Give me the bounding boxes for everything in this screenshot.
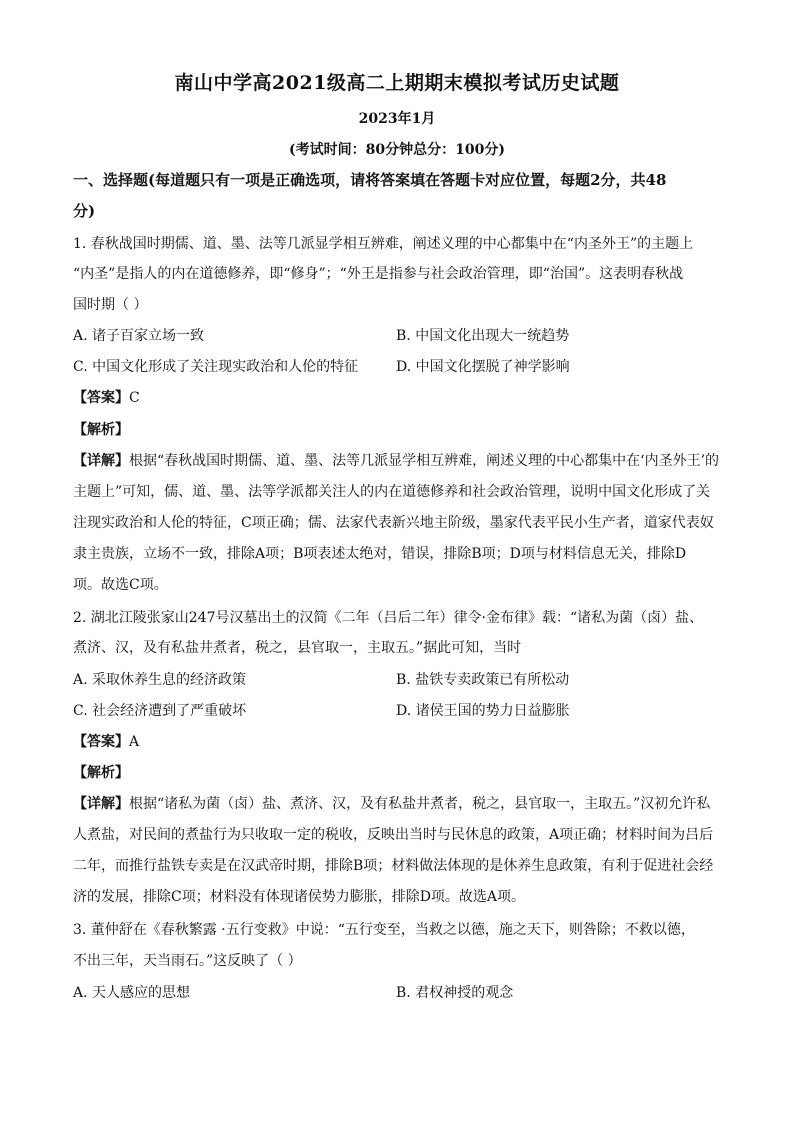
exam-info: (考试时间：80分钟总分：100分) (289, 142, 505, 158)
q1-detail-label: 【详解】 (73, 453, 129, 469)
q1-detail-text-1: 根据“春秋战国时期儒、道、墨、法等几派显学相互辨难，阐述义理的中心都集中在‘内圣外王’的 (129, 453, 720, 469)
q2-detail-text-1: 根据“诸私为菌（卤）盐、煮济、汉，及有私盐井煮者，税之，县官取一，主取五。”汉初允许私 (129, 796, 711, 812)
q1-answer-label: 【答案】 (73, 390, 129, 406)
q1-option-d: D. 中国文化摆脱了神学影响 (396, 359, 570, 375)
q1-stem-line-2: “内圣”是指人的内在道德修养，即“修身”；“外王是指参与社会政治管理，即“治国”。这表明春秋战 (73, 266, 684, 282)
q2-stem-line-2: 煮济、汉，及有私盐井煮者，税之，县官取一，主取五。”据此可知，当时 (73, 640, 522, 656)
q2-stem-line-1: 2. 湖北江陵张家山247号汉墓出土的汉简《二年（吕后二年）律令·金布律》载：“诸私为菌（卤）盐、 (73, 610, 704, 626)
section-heading-cont: 分) (73, 202, 96, 220)
q3-option-a: A. 天人感应的思想 (73, 985, 191, 1001)
q1-detail-line-3: 注现实政治和人伦的特征，C项正确；儒、法家代表新兴地主阶级，墨家代表平民小生产者，道家代表奴 (73, 515, 714, 531)
q1-analysis-label: 【解析】 (73, 422, 129, 438)
q1-detail-line-2: 主题上”可知，儒、道、墨、法等学派都关注人的内在道德修养和社会政治管理，说明中国文化形成了关 (73, 484, 711, 500)
q2-detail-line-4: 济的发展，排除C项；材料没有体现诸侯势力膨胀，排除D项。故选A项。 (73, 889, 526, 905)
q2-detail-line-3: 二年，而推行盐铁专卖是在汉武帝时期，排除B项；材料做法体现的是休养生息政策，有利于促进社会经 (73, 858, 714, 874)
q2-analysis-label: 【解析】 (73, 765, 129, 781)
q1-option-c: C. 中国文化形成了关注现实政治和人伦的特征 (73, 359, 359, 375)
q1-option-b: B. 中国文化出现大一统趋势 (396, 328, 570, 344)
q1-stem-line-3: 国时期（ ） (73, 297, 148, 313)
exam-date: 2023年1月 (358, 111, 436, 127)
q2-detail-line-2: 人煮盐，对民间的煮盐行为只收取一定的税收，反映出当时与民休息的政策，A项正确；材料时间为吕后 (73, 827, 714, 843)
q3-stem-line-2: 不出三年，天当雨石。”这反映了（ ） (73, 953, 302, 969)
q2-option-c: C. 社会经济遭到了严重破坏 (73, 703, 247, 719)
section-heading: 一、选择题(每道题只有一项是正确选项，请将答案填在答题卡对应位置，每题2分，共48 (73, 171, 667, 189)
q3-stem-line-1: 3. 董仲舒在《春秋繁露 ·五行变救》中说：“五行变至，当救之以德，施之天下，则咎除；不救以德， (73, 922, 695, 938)
q1-option-a: A. 诸子百家立场一致 (73, 328, 205, 344)
q2-option-b: B. 盐铁专卖政策已有所松动 (396, 672, 570, 688)
q1-detail-line-4: 隶主贵族，立场不一致，排除A项；B项表述太绝对，错误，排除B项；D项与材料信息无关，排除D (73, 546, 687, 562)
q2-detail-line-1 (73, 794, 710, 814)
q1-stem-line-1: 1. 春秋战国时期儒、道、墨、法等几派显学相互辨难，阐述义理的中心都集中在“内圣外王”的主题上 (73, 236, 694, 252)
q2-option-a: A. 采取休养生息的经济政策 (73, 672, 247, 688)
q2-answer-label: 【答案】 (73, 734, 129, 750)
q2-answer-value: A (129, 734, 140, 750)
q2-answer (73, 732, 139, 752)
q1-detail-line-5: 项。故选C项。 (73, 577, 168, 593)
q3-option-b: B. 君权神授的观念 (396, 985, 514, 1001)
q2-detail-label: 【详解】 (73, 796, 129, 812)
page-title: 南山中学高2021级高二上期期末模拟考试历史试题 (174, 72, 620, 94)
q1-answer-value: C (129, 390, 140, 406)
q2-option-d: D. 诸侯王国的势力日益膨胀 (396, 703, 570, 719)
q1-answer (73, 388, 140, 408)
q1-detail-line-1 (73, 451, 719, 471)
